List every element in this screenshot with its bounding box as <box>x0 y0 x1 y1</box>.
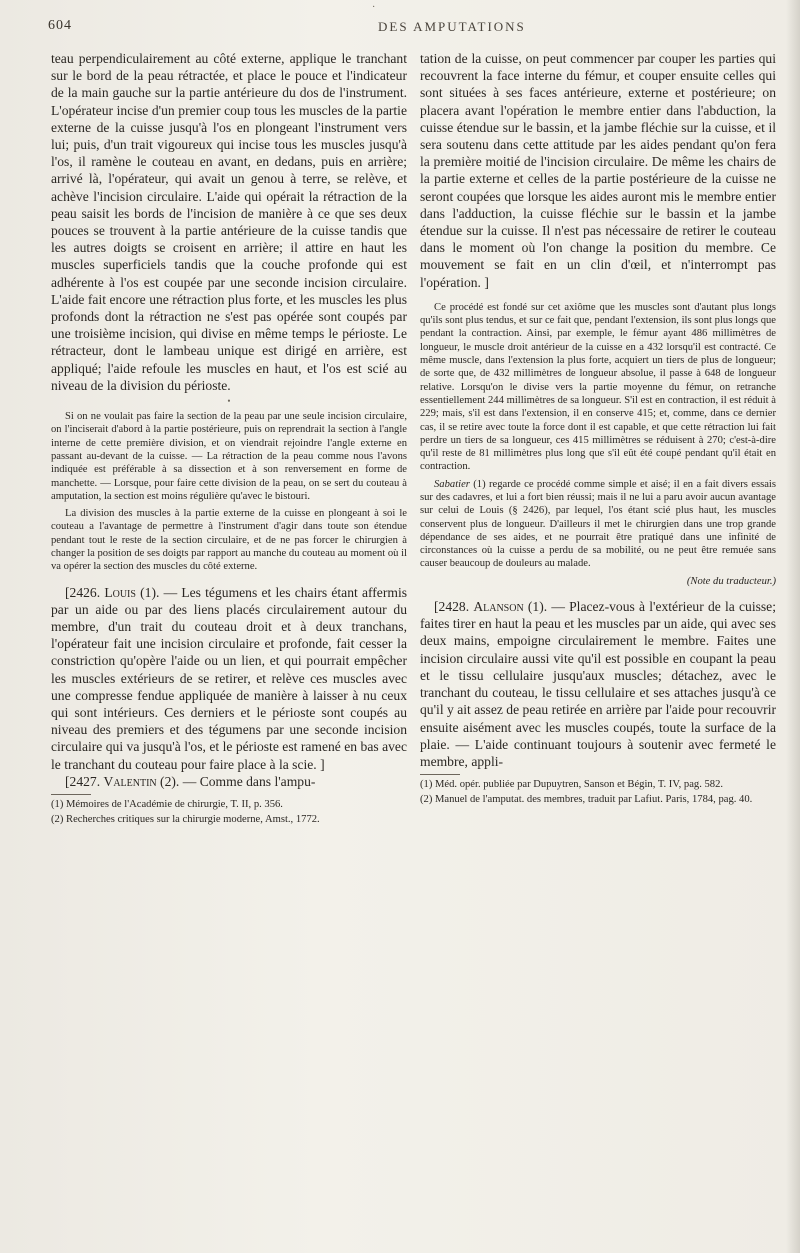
left-column <box>51 50 407 826</box>
paragraph: tation de la cuisse, on peut commencer par couper les parties qui recouvrent la face interne du fémur, et couper ensuite celles qui sont situées à ses faces antérieure, externe et postérieure; on placera avant l'opération le membre entier dans l'abduction, la cuisse étendue sur le bassin, et la jambe fléchie sur la cuisse, et il sera soutenu dans cette attitude par les aides pendant qu'on fera la première moitié de l'incision circulaire. De même les chairs de la partie externe et celles de la partie postérieure de la cuisse ne seront coupées que lorsque les aides auront mis le membre entier dans l'adduction, la cuisse fléchie sur le bassin et la jambe étendue sur la cuisse. Il n'est pas nécessaire de retirer le couteau dans le moment où l'on change la position du membre. Ce mouvement se fait en un clin d'œil, et n'interrompt pas l'opération. ] <box>420 51 776 290</box>
paragraph-text: (1). — Les tégumens et les chairs étant affermis par un aide ou par des liens placés circulairement autour du membre, d'un trait du couteau droit et à deux tranchans, l'opérateur fait une incision circulaire et profonde, fait cesser la constriction qu'opère l'aide ou un lien, et qui pourrait empêcher les muscles extérieurs de se retirer, et relève ces muscles avec une compresse fendue appliquée de manière à laisser à nu ceux qui sont intérieurs. Ces derniers et le périoste sont coupés au niveau des premiers et des tégumens par une seconde incision circulaire qui va jusqu'à l'os, et le périoste est ramené en bas avec le tranchant du couteau pour faire place à la scie. ] <box>51 584 408 772</box>
page-header <box>48 18 748 44</box>
author-name: Louis <box>104 584 136 600</box>
paragraph-text: (1) regarde ce procédé comme simple et aisé; il en a fait divers essais sur des cadavres, et lui a fort bien réussi; mais il ne lui a paru avoir aucun avantage sur celui de Louis (§ 2426), par lequel, l'os étant scié plus haut, les muscles conservent plus de longueur. D'ailleurs il met le chirurgien dans une trop grande dépendance de ses aides, et ne pourrait être pratiqué dans une infinité de circonstances où la cuisse a perdu de sa mobilité, ou ne peut être remuée sans causer beaucoup de douleurs au malade. <box>420 478 776 570</box>
right-column <box>420 50 776 806</box>
paragraph: teau perpendiculairement au côté externe, applique le tranchant sur le bord de la peau rétractée, et place le pouce et l'indicateur de la main gauche sur la partie antérieure du dos de l'instrument. L'opérateur incise d'un premier coup tous les muscles de la partie externe de la cuisse jusqu'à l'os en plongeant l'instrument vers lui; puis, d'un trait vigoureux qui incise tous les muscles jusqu'à l'os, il ramène le couteau en avant, en dedans, puis en arrière; arrivé là, l'opérateur, qui avait un genou à terre, se relève, et achève l'incision circulaire. L'aide qui opérait la rétraction de la peau saisit les bords de l'incision de manière à ce que ses deux pouces se trouvent à la partie antérieure de la cuisse tandis que les autres doigts se croisent en arrière; il attire en haut les muscles superficiels tandis que la couche profonde qui est adhérente à l'os est coupée par une seconde incision circulaire. L'aide fait encore une rétraction plus forte, et les muscles les plus profonds dont la rétraction ne s'est pas opérée sont coupés par une troisième incision, qui divise en même temps le périoste. Le rétracteur, dont le lambeau unique est dirigé en arrière, est appliqué; l'aide refoule les muscles en haut, et l'os est scié au niveau de la division du périoste. <box>51 51 407 393</box>
author-name: Sabatier <box>434 478 470 490</box>
footnote-divider <box>51 794 91 795</box>
section-number: [2426. <box>65 584 105 600</box>
small-paragraph: Si on ne voulait pas faire la section de la peau par une seule incision circulaire, on l'inciserait d'abord à la partie postérieure, puis on reprendrait la section à l'angle interne de cette première division, et on viendrait rejoindre l'angle externe en passant au-devant de la cuisse. — La rétraction de la peau comme nous l'avons indiquée est préférable à sa dissection et à son renversement en forme de manchette. — Lorsque, pour faire cette division de la peau, on se sert du couteau à amputation, la section est moins régulière qu'avec le bistouri. <box>51 411 407 502</box>
footnote: (2) Manuel de l'amputat. des membres, traduit par Lafiut. Paris, 1784, pag. 40. <box>420 794 753 806</box>
paragraph-text: (1). — Placez-vous à l'extérieur de la cuisse; faites tirer en haut la peau et les muscles par un aide, qui avec ses deux mains, empoigne circulairement le membre. Faites une incision circulaire aussi vite qu'il est possible en coupant la peau et le tissu cellulaire jusqu'aux muscles; détachez, avec le tranchant du couteau, le tissu cellulaire et ses attaches jusqu'à ce qu'il y ait assez de peau retirée en arrière par l'aide pour recouvrir ensuite aisément avec les muscles coupés, toute la surface de la plaie. — L'aide continuant toujours à soutenir avec fermeté le membre, appli- <box>420 599 776 769</box>
page-edge-shadow <box>786 0 800 1253</box>
footnote: (2) Recherches critiques sur la chirurgie moderne, Amst., 1772. <box>51 814 320 826</box>
author-name: Valentin <box>103 773 157 789</box>
translator-note: (Note du traducteur.) <box>686 575 776 587</box>
paragraph-2427 <box>51 773 407 790</box>
section-number: [2427. <box>65 773 104 789</box>
paragraph-text: (2). — Comme dans l'ampu- <box>156 773 316 789</box>
small-paragraph: La division des muscles à la partie externe de la cuisse en plongeant à soi le couteau a l'avantage de permettre à l'instrument d'agir dans toute son étendue pendant tout le reste de la section circulaire, et de ne pas forcer le chirurgien à changer la position de ses doigts par rapport au manche du couteau au moment où il va opérer la section des muscles du côté externe. <box>51 508 407 573</box>
author-name: Alanson <box>473 599 524 615</box>
page-number: 604 <box>48 18 72 33</box>
paragraph-2428 <box>420 598 776 770</box>
section-number: [2428. <box>434 599 474 615</box>
small-paragraph <box>420 478 776 571</box>
paragraph-2426 <box>51 584 407 773</box>
footnote: (1) Mémoires de l'Académie de chirurgie, T. II, p. 356. <box>51 799 283 811</box>
section-mark: • <box>227 396 231 407</box>
running-title: DES AMPUTATIONS <box>378 19 526 34</box>
footnote-divider <box>420 774 460 775</box>
footnote: (1) Méd. opér. publiée par Dupuytren, Sanson et Bégin, T. IV, pag. 582. <box>420 779 724 791</box>
print-speck: · <box>372 2 376 13</box>
small-paragraph: Ce procédé est fondé sur cet axiôme que les muscles sont d'autant plus longs qu'ils sont plus tendus, et sur ce fait que, pendant l'extension, ils sont plus longs que pendant la contraction. Ainsi, par exemple, le fémur ayant 486 millimètres de longueur, le muscle droit antérieur de la cuisse en a 432 lorsqu'il est contracté. Ce même muscle, dans l'extension la plus forte, acquiert un tiers de plus de longueur; de sorte que, de 432 millimètres de longueur absolue, il passe à 648 de longueur relative. Lorsqu'on le divise vers la partie moyenne du fémur, on retranche essentiellement 244 millimètres de sa longueur. S'il est en contraction, il est réduit à 229; mais, s'il est dans l'extension, il en conserve 415; et, comme, dans ce dernier cas, il se retire avec toute la force dont il est capable, et que cette rétraction lui fait perdre un tiers de sa longueur, ces 415 millimètres se réduisent à 270; c'est-à-dire qu'il reste de 81 millimètres plus long que s'il eût été coupé pendant qu'il était en contraction. <box>420 301 776 473</box>
